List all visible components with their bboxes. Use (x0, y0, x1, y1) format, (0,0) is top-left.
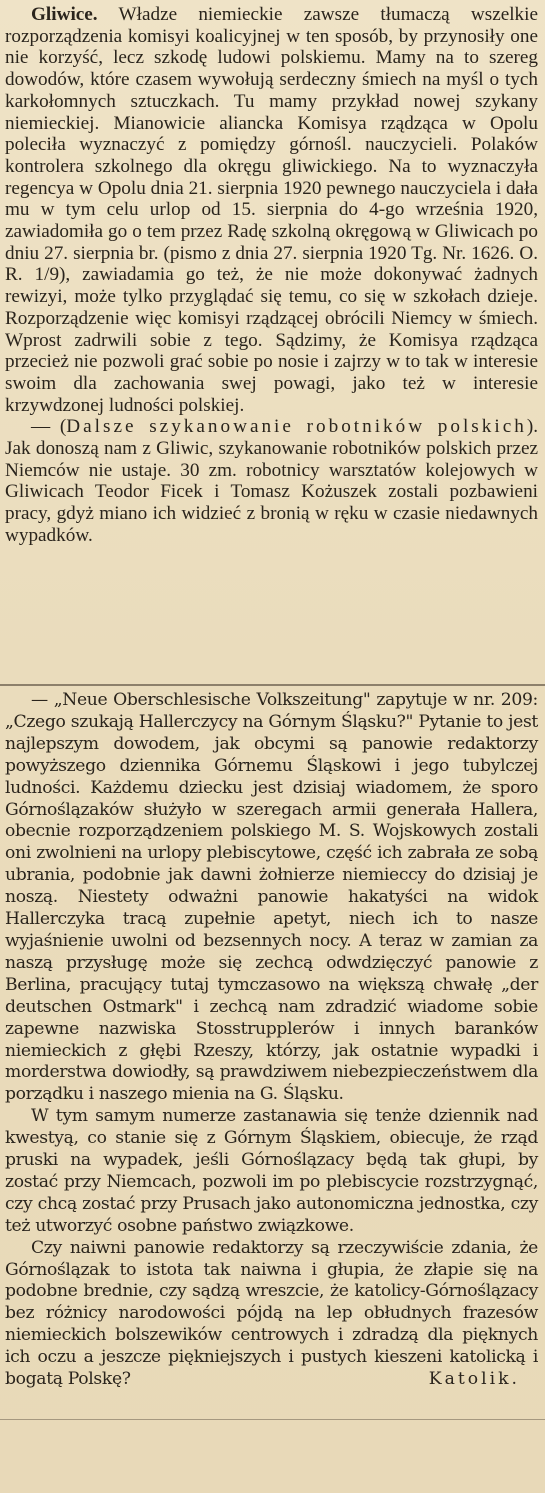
article-heading-close: ). (526, 416, 538, 438)
article-gliwice (5, 4, 538, 416)
article-body: Władze niemieckie zawsze tłumaczą wszelkie rozporządzenia komisyi koalicyjnej w ten sposób, by przynosiły one nie korzyść, lecz szkodę ludowi polskiemu. Mamy na to szereg dowodów, które czasem wywołują serdeczny śmiech na myśl o tych karkołomnych sztuczkach. Tu mamy przykład nowej szykany niemieckiej. Mianowicie aliancka Komisya rządząca w Opolu poleciła wyznaczyć z pomiędzy górnośl. nauczycieli. Polaków kontrolera szkolnego dla okręgu gliwickiego. Na to wyznaczyła regencya w Opolu dnia 21. sierpnia 1920 pewnego nauczyciela i dała mu w tym celu urlop od 15. sierpnia do 4-go września 1920, zawiadomiła go o tem przez Radę szkolną okręgową w Gliwicach po dniu 27. sierpnia br. (pismo z dnia 27. sierpnia 1920 Tg. Nr. 1626. O. R. 1/9), zawiadamia go też, że nie może dokonywać żadnych rewizyi, może tylko przyglądać się temu, co się w szkołach dzieje. Rozporządzenie więc komisyi rządzącej obrócili Niemcy w śmiech. Wprost zadrwili sobie z tego. Sądzimy, że Komisya rządząca przecież nie pozwoli grać sobie po nosie i zajrzy w to tak w interesie swoim dla zachowania swej powagi, jako też w interesie krzywdzonej ludności polskiej. (5, 4, 538, 416)
article-szykanowanie (5, 416, 538, 546)
article-paragraph (5, 1238, 538, 1391)
article-body: Jak donoszą nam z Gliwic, szykanowanie robotników polskich przez Niemców nie ustaje. 30 zm. robotnicy warsztatów kolejowych w Gliwicach Teodor Ficek i Tomasz Kożuszek zostali pozbawieni pracy, gdyż miano ich widzieć z bronią w ręku w czasie niedawnych wypadków. (5, 438, 538, 546)
article-paragraph: W tym samym numerze zastanawia się tenże dziennik nad kwestyą, co stanie się z Górnym Śląskiem, obiecuje, że rząd pruski na wypadek, jeśli Górnoślązacy będą tak głupi, by zostać przy Niemcach, pozwoli im po plebiscycie rozstrzygnąć, czy chcą zostać przy Prusach jako autonomiczna jednostka, czy też utworzyć osobne państwo związkowe. (5, 1106, 538, 1236)
article-heading-spaced: Dalsze szykanowanie robotników polskich (66, 416, 527, 438)
column-bottom (5, 690, 538, 1391)
article-paragraph: — „Neue Oberschlesische Volkszeitung" zapytuje w nr. 209: „Czego szukają Hallerczycy na Górnym Śląsku?" Pytanie to jest najlepszym dowodem, jak obcymi są panowie redaktorzy powyższego dziennika Górnemu Śląskowi i jego tubylczej ludności. Każdemu dziecku jest dzisiaj wiadomem, że sporo Górnoślązaków służyło w szeregach armii generała Hallera, obecnie rozporządzeniem polskiego M. S. Wojskowych zostali oni zwolnieni na urlopy plebiscytowe, część ich zabrała ze sobą ubrania, podobnie jak dawni żołnierze niemieccy do dzisiaj je noszą. Niestety odważni panowie hakatyści na widok Hallerczyka tracą zupełnie apetyt, niech ich to nasze wyjaśnienie uwolni od bezsennych nocy. A teraz w zamian za naszą przysługę może się zechcą odwdzięczyć panowie z Berlina, pracujący tutaj tymczasowo na większą chwałę „der deutschen Ostmark" i zechcą nam zdradzić wiadome sobie zapewne nazwiska Stosstrupplerów i innych baranków niemieckich z głębi Rzeszy, którzy, jak ostatnie wypadki i morderstwa dowiodły, są prawdziwem niebezpieczeństwem dla porządku i naszego mienia na G. Śląsku. (5, 690, 538, 1105)
article-lead-dash: — ( (31, 416, 67, 438)
article-paragraph-text: Czy naiwni panowie redaktorzy są rzeczywiście zdania, że Górnoślązak to istota tak naiwna i głupia, że złapie się na podobne brednie, czy sądzą wreszcie, że katolicy-Górnoślązacy bez różnicy narodowości pójdą na lep obłudnych frazesów niemieckich bolszewików centrowych i zdradzą dla pięknych ich oczu a jeszcze piękniejszych i pustych kieszeni katolicką i bogatą Polskę? (5, 1237, 538, 1390)
section-divider (0, 684, 545, 686)
author-signature: Katolik. (428, 1369, 520, 1390)
article-place-heading: Gliwice. (31, 4, 98, 25)
column-top (5, 4, 538, 547)
paper-fold-line (0, 1419, 545, 1420)
